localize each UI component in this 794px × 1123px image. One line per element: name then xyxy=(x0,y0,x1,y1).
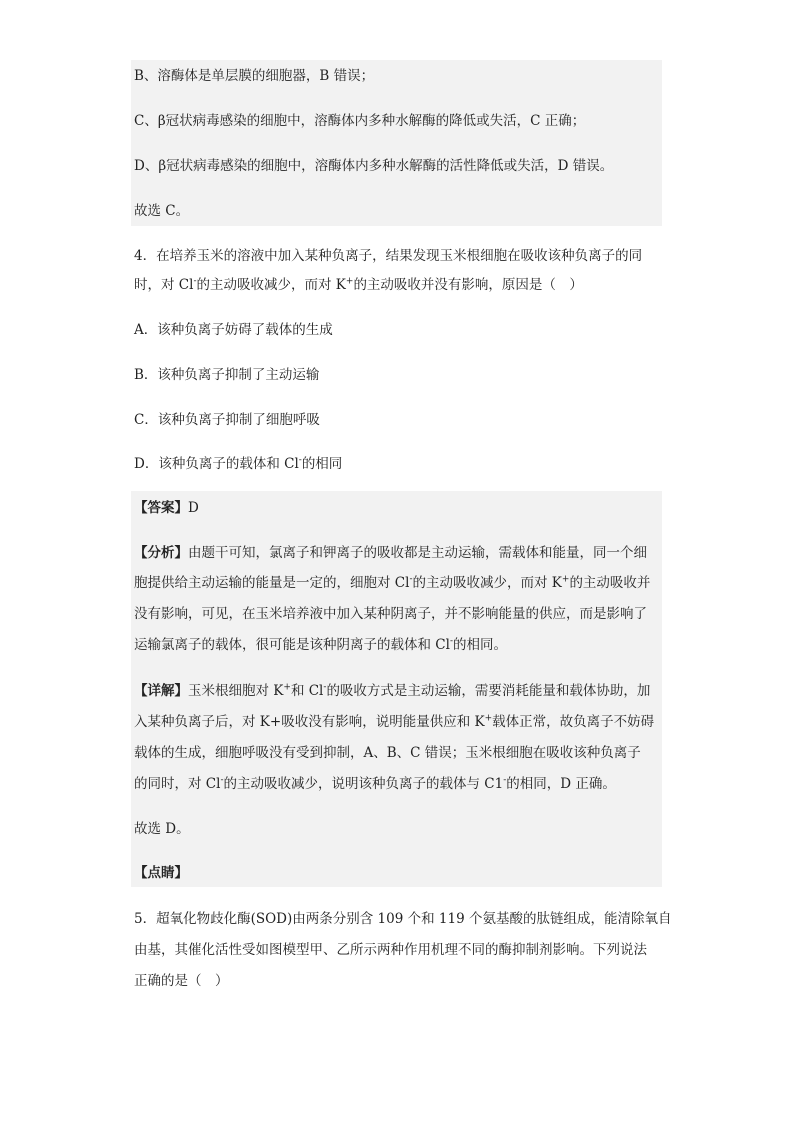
q4-option-d xyxy=(134,456,342,472)
text-run: 的主动吸收减少，说明该种负离子的载体与 C1 xyxy=(223,776,504,792)
text-run: 的主动吸收减少，而对 K xyxy=(412,575,562,591)
text-run: 的主动吸收并 xyxy=(569,575,651,591)
q4-option-c: C．该种负离子抑制了细胞呼吸 xyxy=(134,412,320,428)
analysis-line-1 xyxy=(134,545,647,561)
analysis-label: 【分析】 xyxy=(134,545,188,561)
superscript-plus: + xyxy=(484,713,493,724)
choose-answer-line: 故选 C。 xyxy=(134,203,190,219)
superscript-minus: - xyxy=(193,276,197,287)
text-run: 的主动吸收减少，而对 K xyxy=(196,277,346,293)
text-run: 的同时，对 Cl xyxy=(134,776,221,792)
analysis-line-2 xyxy=(134,575,650,591)
text-run: 由题干可知，氯离子和钾离子的吸收都是主动运输，需载体和能量，同一个细 xyxy=(188,545,647,561)
q5-stem-line-1: 5．超氧化物歧化酶(SOD)由两条分别含 109 个和 119 个氨基酸的肽链组成，能清除氧自 xyxy=(134,911,672,927)
superscript-minus: - xyxy=(220,775,224,786)
answer-value: D xyxy=(188,500,199,516)
option-b-explanation: B、溶酶体是单层膜的细胞器，B 错误； xyxy=(134,68,375,84)
superscript-plus: + xyxy=(283,682,291,693)
q5-stem-line-3: 正确的是（ ） xyxy=(134,973,229,989)
q5-stem-line-2: 由基，其催化活性受如图模型甲、乙所示两种作用机理不同的酶抑制剂影响。下列说法 xyxy=(134,942,647,958)
text-run: 胞提供给主动运输的能量是一定的，细胞对 Cl xyxy=(134,575,410,591)
analysis-line-3: 没有影响，可见，在玉米培养液中加入某种阴离子，并不影响能量的供应，而是影响了 xyxy=(134,606,647,622)
superscript-minus: - xyxy=(323,682,327,693)
text-run: D．该种负离子的载体和 Cl xyxy=(134,456,299,472)
analysis-line-4 xyxy=(134,637,507,653)
text-run: 运输氯离子的载体，很可能是该种阴离子的载体和 Cl xyxy=(134,637,450,653)
text-run: 时，对 Cl xyxy=(134,277,194,293)
superscript-minus: - xyxy=(409,574,413,585)
answer-line xyxy=(134,500,199,516)
comment-label: 【点睛】 xyxy=(134,865,188,881)
option-d-explanation: D、β冠状病毒感染的细胞中，溶酶体内多种水解酶的活性降低或失活，D 错误。 xyxy=(134,158,614,174)
detail-line-1 xyxy=(134,683,650,699)
superscript-minus: - xyxy=(449,636,453,647)
detail-choose-line: 故选 D。 xyxy=(134,821,190,837)
option-c-explanation: C、β冠状病毒感染的细胞中，溶酶体内多种水解酶的降低或失活，C 正确； xyxy=(134,113,586,129)
superscript-plus: + xyxy=(345,276,354,287)
text-run: 和 Cl xyxy=(290,683,324,699)
detail-line-4 xyxy=(134,776,616,792)
superscript-minus: - xyxy=(503,775,507,786)
detail-line-3: 载体的生成，细胞呼吸没有受到抑制，A、B、C 错误；玉米根细胞在吸收该种负离子 xyxy=(134,745,641,761)
detail-line-2 xyxy=(134,714,654,730)
text-run: 的相同，D 正确。 xyxy=(506,776,616,792)
q4-stem-line-1: 4．在培养玉米的溶液中加入某种负离子，结果发现玉米根细胞在吸收该种负离子的同 xyxy=(134,248,643,264)
text-run: 的相同 xyxy=(301,456,343,472)
text-run: 载体正常，故负离子不妨碍 xyxy=(492,714,655,730)
text-run: 的吸收方式是主动运输，需要消耗能量和载体协助，加 xyxy=(326,683,651,699)
text-run: 玉米根细胞对 K xyxy=(188,683,284,699)
detail-label: 【详解】 xyxy=(134,683,188,699)
solution-block-shade-1 xyxy=(131,60,662,226)
answer-label: 【答案】 xyxy=(134,500,188,516)
text-run: 的相同。 xyxy=(453,637,507,653)
text-run: 入某种负离子后，对 K+吸收没有影响，说明能量供应和 K xyxy=(134,714,485,730)
q4-stem-line-2 xyxy=(134,277,583,293)
q4-option-b: B．该种负离子抑制了主动运输 xyxy=(134,367,320,383)
q4-option-a: A．该种负离子妨碍了载体的生成 xyxy=(134,322,333,338)
superscript-plus: + xyxy=(561,574,570,585)
text-run: 的主动吸收并没有影响，原因是（ ） xyxy=(353,277,583,293)
superscript-minus: - xyxy=(298,455,302,466)
